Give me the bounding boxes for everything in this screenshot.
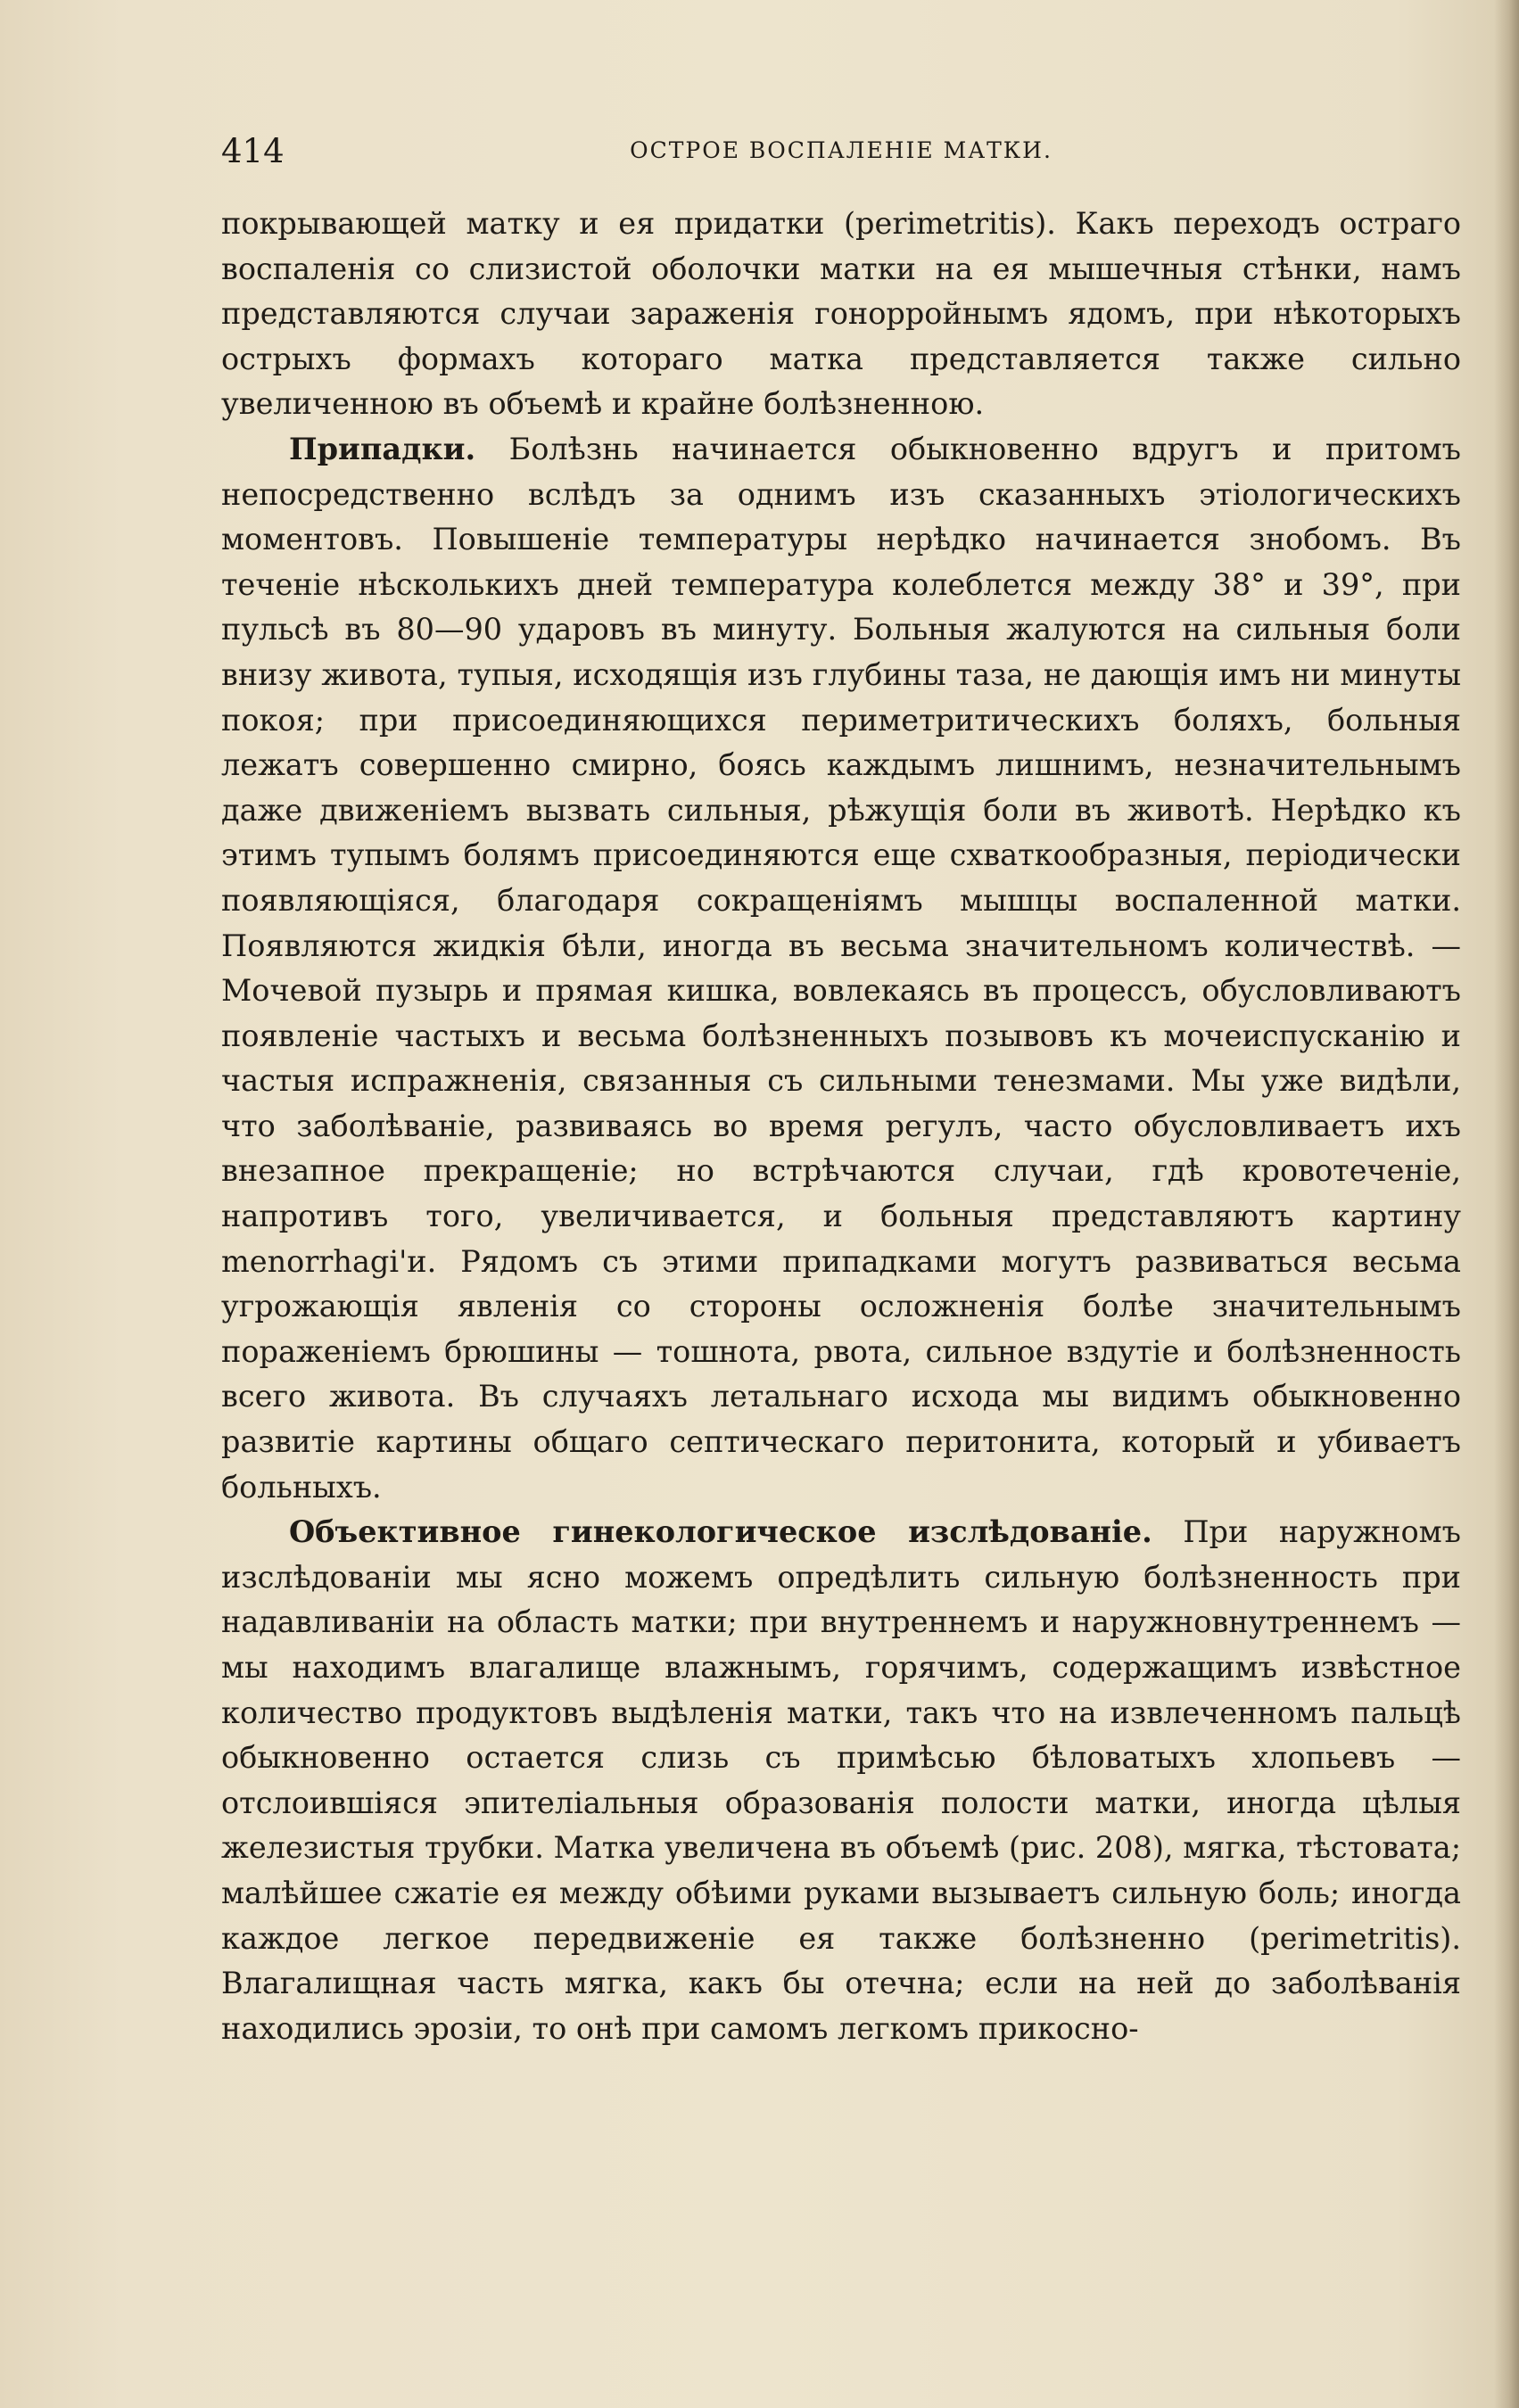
page-header [221,125,1461,178]
paragraph-continuation [221,202,1461,427]
paragraph-symptoms [221,427,1461,1510]
page-number: 414 [221,132,285,170]
paragraph-text: покрывающей матку и ея придатки (perimetritis). Какъ переходъ остраго воспаленія со слизистой оболочки матки на ея мышечныя стѣнки, намъ представляются случаи зараженія гонорройнымъ ядомъ, при нѣкоторыхъ острыхъ формахъ котораго матка представляется также сильно увеличенною въ объемѣ и крайне болѣзненною. [221,206,1461,422]
body-text [221,202,1461,2051]
running-title: ОСТРОЕ ВОСПАЛЕНІЕ МАТКИ. [630,137,1053,163]
section-heading-examination: Объективное гинекологическое изслѣдованіе. [289,1514,1152,1550]
page-edge-shadow [1494,0,1519,2408]
section-heading-symptoms: Припадки. [289,431,476,466]
paragraph-examination [221,1510,1461,2051]
paragraph-text: Болѣзнь начинается обыкновенно вдругъ и притомъ непосредственно вслѣдъ за однимъ изъ сказанныхъ этіологическихъ моментовъ. Повышеніе температуры нерѣдко начинается знобомъ. Въ теченіе нѣсколькихъ дней температура колеблется между 38° и 39°, при пульсѣ въ 80—90 ударовъ въ минуту. Больныя жалуются на сильныя боли внизу живота, тупыя, исходящія изъ глубины таза, не дающія имъ ни минуты покоя; при присоединяющихся периметритическихъ боляхъ, больныя лежатъ совершенно смирно, боясь каждымъ лишнимъ, незначительнымъ даже движеніемъ вызвать сильныя, рѣжущія боли въ животѣ. Нерѣдко къ этимъ тупымъ болямъ присоединяются еще схваткообразныя, періодически появляющіяся, благодаря сокращеніямъ мышцы воспаленной матки. Появляются жидкія бѣли, иногда въ весьма значительномъ количествѣ. — Мочевой пузырь и прямая кишка, вовлекаясь въ процессъ, обусловливаютъ появленіе частыхъ и весьма болѣзненныхъ позывовъ къ мочеиспусканію и частыя испражненія, связанныя съ сильными тенезмами. Мы уже видѣли, что заболѣваніе, развиваясь во время регулъ, часто обусловливаетъ ихъ внезапное прекращеніе; но встрѣчаются случаи, гдѣ кровотеченіе, напротивъ того, увеличивается, и больныя представляютъ картину menorrhagi'и. Рядомъ съ этими припадками могутъ развиваться весьма угрожающія явленія со стороны осложненія болѣе значительнымъ пораженіемъ брюшины — тошнота, рвота, сильное вздутіе и болѣзненность всего живота. Въ случаяхъ летальнаго исхода мы видимъ обыкновенно развитіе картины общаго септическаго перитонита, который и убиваетъ больныхъ. [221,431,1461,1505]
paragraph-text: При наружномъ изслѣдованіи мы ясно можемъ опредѣлить сильную болѣзненность при надавливаніи на область матки; при внутреннемъ и наружновнутреннемъ — мы находимъ влагалище влажнымъ, горячимъ, содержащимъ извѣстное количество продуктовъ выдѣленія матки, такъ что на извлеченномъ пальцѣ обыкновенно остается слизь съ примѣсью бѣловатыхъ хлопьевъ — отслоившіяся эпителіальныя образованія полости матки, иногда цѣлыя железистыя трубки. Матка увеличена въ объемѣ (рис. 208), мягка, тѣстовата; малѣйшее сжатіе ея между обѣими руками вызываетъ сильную боль; иногда каждое легкое передвиженіе ея также болѣзненно (perimetritis). Влагалищная часть мягка, какъ бы отечна; если на ней до заболѣванія находились эрозіи, то онѣ при самомъ легкомъ прикосно- [221,1514,1461,2046]
